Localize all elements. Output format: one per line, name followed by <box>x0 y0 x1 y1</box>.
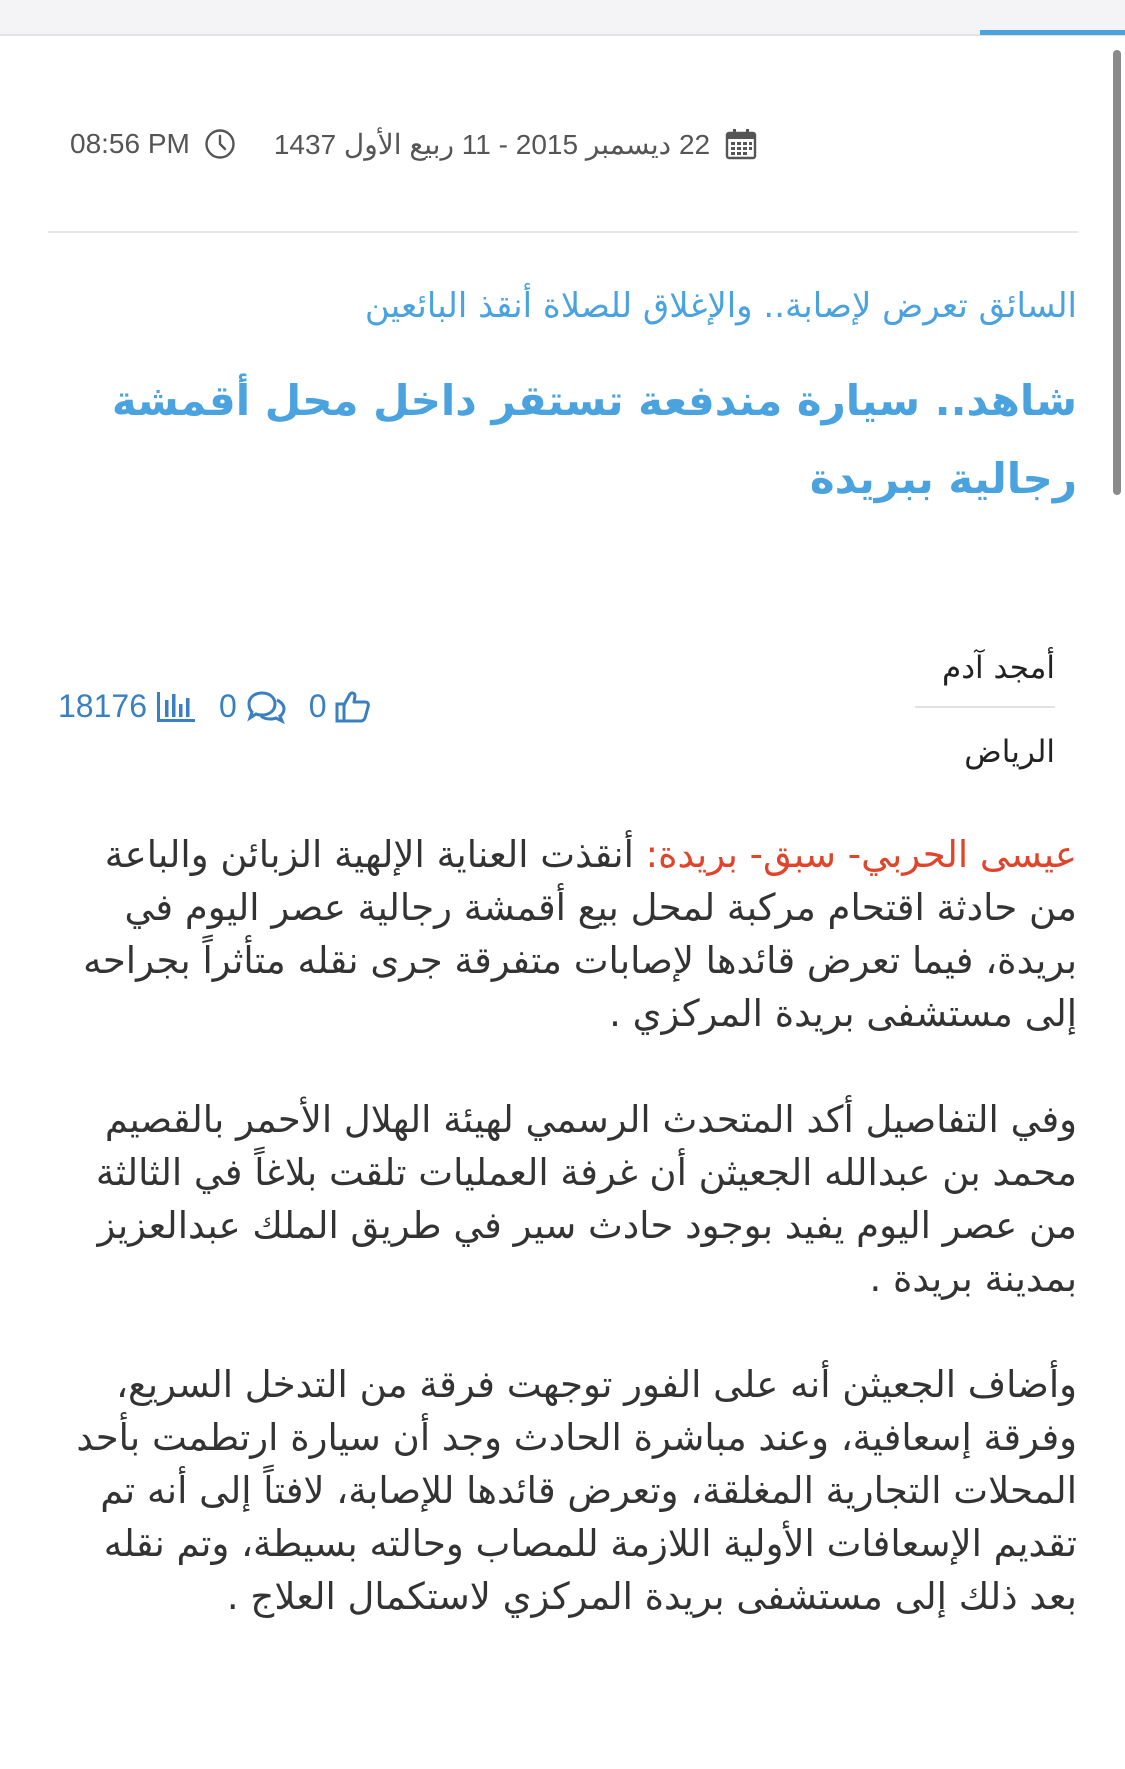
comments-icon <box>245 690 287 724</box>
top-bar-active-indicator <box>980 30 1125 35</box>
clock-icon <box>204 128 236 160</box>
views-count-value: 18176 <box>58 688 147 724</box>
likes-count[interactable] <box>309 688 371 725</box>
author-block <box>915 640 1055 780</box>
views-count <box>58 688 197 725</box>
likes-count-value: 0 <box>308 688 327 724</box>
article-dateline: عيسى الحربي- سبق- بريدة: <box>645 833 1077 876</box>
bar-chart-icon <box>155 690 197 724</box>
article-paragraph <box>47 828 1077 1040</box>
article-title: شاهد.. سيارة مندفعة تستقر داخل محل أقمشة رجالية ببريدة <box>111 376 1077 503</box>
top-bar <box>0 0 1125 36</box>
comments-count-value: 0 <box>218 688 237 724</box>
article-date: 22 ديسمبر 2015 - 11 ربيع الأول 1437 <box>273 128 711 160</box>
author-name[interactable]: أمجد آدم <box>915 640 1055 708</box>
article-stats <box>58 688 371 725</box>
meta-divider <box>48 231 1078 233</box>
article-paragraph: وأضاف الجعيثن أنه على الفور توجهت فرقة من التدخل السريع، وفرقة إسعافية، وعند مباشرة الحادث وجد أن سيارة ارتطمت بأحد المحلات التجارية المغلقة، وتعرض قائدها للإصابة، لافتاً إلى أنه تم تقديم الإسعافات الأولية اللازمة للمصاب وحالته بسيطة، وتم نقله بعد ذلك إلى مستشفى بريدة المركزي لاستكمال العلاج . <box>76 1363 1077 1618</box>
calendar-icon <box>724 127 758 161</box>
thumbs-up-icon <box>335 690 371 724</box>
author-city: الرياض <box>964 734 1055 770</box>
article-time: 08:56 PM <box>70 128 190 159</box>
article-meta <box>70 120 1070 168</box>
article-subtitle: السائق تعرض لإصابة.. والإغلاق للصلاة أنقذ البائعين <box>364 286 1077 326</box>
article-paragraph-text: أنقذت العناية الإلهية الزبائن والباعة من حادثة اقتحام مركبة لمحل بيع أقمشة رجالية عصر اليوم في بريدة، فيما تعرض قائدها لإصابات متفرقة جرى نقله متأثراً بجراحه إلى مستشفى بريدة المركزي . <box>83 833 1077 1035</box>
article-body <box>47 828 1077 1676</box>
comments-count[interactable] <box>219 688 287 725</box>
scrollbar[interactable] <box>1113 50 1121 495</box>
article-paragraph: وفي التفاصيل أكد المتحدث الرسمي لهيئة الهلال الأحمر بالقصيم محمد بن عبدالله الجعيثن أن غرفة العمليات تلقت بلاغاً في الثالثة من عصر اليوم يفيد بوجود حادث سير في طريق الملك عبدالعزيز بمدينة بريدة . <box>95 1098 1077 1300</box>
